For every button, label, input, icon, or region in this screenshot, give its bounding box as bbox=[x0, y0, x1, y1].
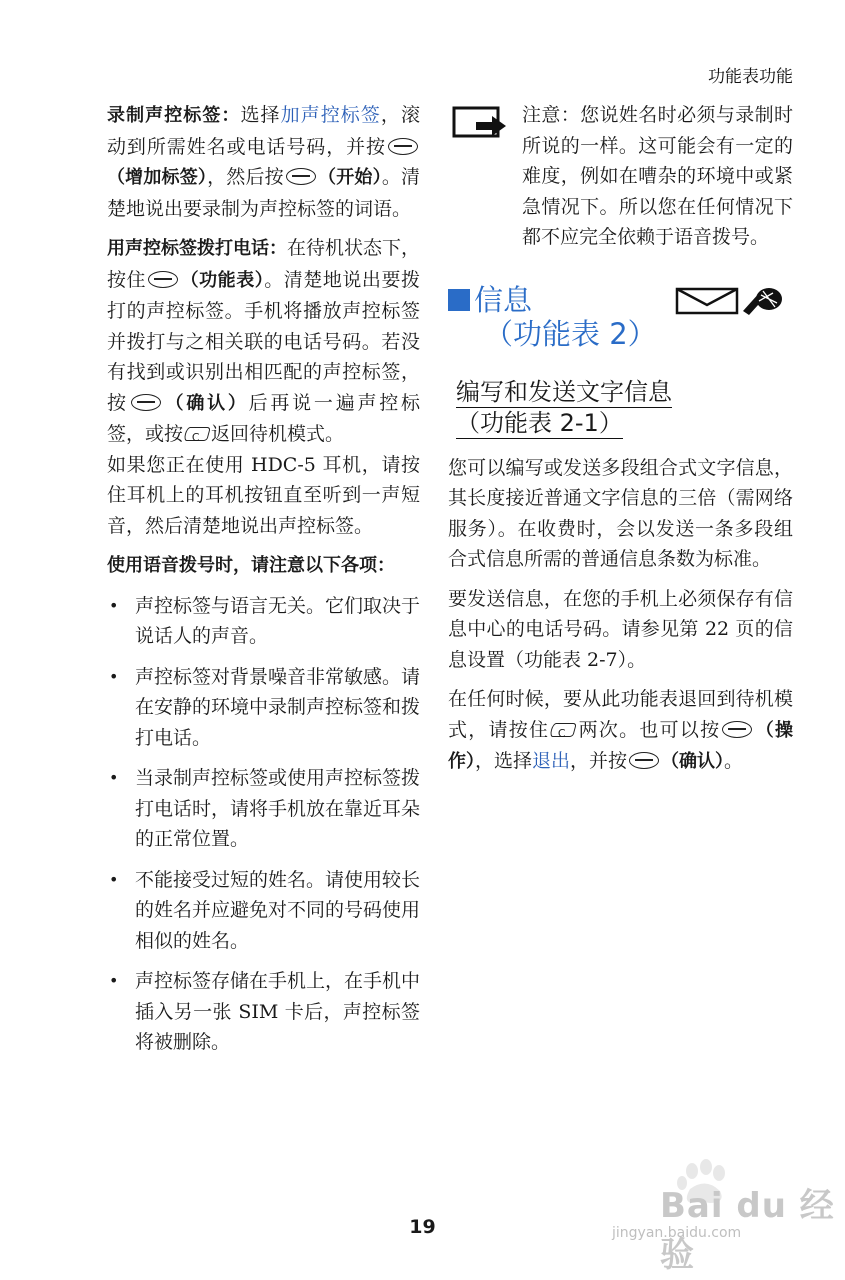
note-box bbox=[448, 100, 793, 253]
clear-key-icon bbox=[183, 427, 211, 441]
link-add-voice-tag[interactable]: 加声控标签 bbox=[280, 104, 381, 126]
envelope-icon bbox=[673, 285, 785, 315]
paragraph-headset: 如果您正在使用 HDC-5 耳机，请按住耳机上的耳机按钮直至听到一声短音，然后清楚地说出声控标签。 bbox=[107, 453, 420, 537]
list-item: • 当录制声控标签或使用声控标签拨打电话时，请将手机放在靠近耳朵的正常位置。 bbox=[107, 763, 420, 855]
list-item: • 声控标签对背景噪音非常敏感。请在安静的环境中录制声控标签和拨打电话。 bbox=[107, 662, 420, 754]
right-column bbox=[448, 100, 793, 787]
section-subtitle: （功能表 2） bbox=[484, 316, 657, 351]
list-item: • 声控标签存储在手机上，在手机中插入另一张 SIM 卡后，声控标签将被删除。 bbox=[107, 966, 420, 1058]
paragraph-record-voice-tag: 录制声控标签：选择加声控标签，滚动到所需姓名或电话号码，并按（增加标签），然后按 （开始）。清楚地说出要录制为声控标签的词语。 bbox=[107, 104, 420, 220]
running-header: 功能表功能 bbox=[708, 67, 793, 87]
section-square-icon bbox=[448, 289, 470, 311]
list-item: • 声控标签与语言无关。它们取决于说话人的声音。 bbox=[107, 591, 420, 652]
subsection-title: 编写和发送文字信息 （功能表 2-1） bbox=[456, 377, 672, 437]
list-item: • 不能接受过短的姓名。请使用较长的姓名并应避免对不同的号码使用相似的姓名。 bbox=[107, 865, 420, 957]
note-text: 注意：您说姓名时必须与录制时所说的一样。这可能会有一定的难度，例如在嘈杂的环境中或紧急情况下。所以您在任何情况下都不应完全依赖于语音拨号。 bbox=[522, 104, 793, 248]
selection-key-icon bbox=[148, 271, 178, 288]
paragraph-exit: 在任何时候，要从此功能表退回到待机模式，请按住C 两次。也可以按 （操作），选择退出，并按 （确认）。 bbox=[448, 684, 793, 778]
selection-key-icon bbox=[131, 394, 161, 411]
watermark-brand: Bai du 经验 bbox=[660, 1186, 835, 1275]
paragraph-message-center: 要发送信息，在您的手机上必须保存有信息中心的电话号码。请参见第 22 页的信息设置（功能表 2-7）。 bbox=[448, 587, 793, 671]
link-exit[interactable]: 退出 bbox=[532, 750, 571, 772]
phone-icon bbox=[743, 288, 782, 315]
watermark-url: jingyan.baidu.com bbox=[612, 1225, 742, 1241]
left-column bbox=[107, 100, 420, 1068]
paragraph-voice-dial: 用声控标签拨打电话：在待机状态下，按住 （功能表）。清楚地说出要拨打的声控标签。手机将播放声控标签并拨打与之相关联的电话号码。若没有找到或识别出相匹配的声控标签，按 （确认）后再说一遍声控标签，或按C 返回待机模式。 bbox=[107, 233, 420, 450]
clear-key-icon bbox=[549, 723, 577, 737]
note-hand-icon bbox=[452, 106, 508, 140]
selection-key-icon bbox=[286, 168, 316, 185]
selection-key-icon bbox=[629, 752, 659, 769]
selection-key-icon bbox=[388, 138, 418, 155]
paragraph-notes-heading: 使用语音拨号时，请注意以下各项： bbox=[107, 555, 395, 576]
page-number: 19 bbox=[409, 1216, 436, 1238]
notes-list bbox=[107, 591, 420, 1058]
selection-key-icon bbox=[722, 721, 752, 738]
section-title: 信息 （功能表 2） bbox=[448, 283, 793, 351]
paragraph-multipart: 您可以编写或发送多段组合式文字信息，其长度接近普通文字信息的三倍（需网络服务）。在收费时，会以发送一条多段组合式信息所需的普通信息条数为标准。 bbox=[448, 456, 793, 570]
